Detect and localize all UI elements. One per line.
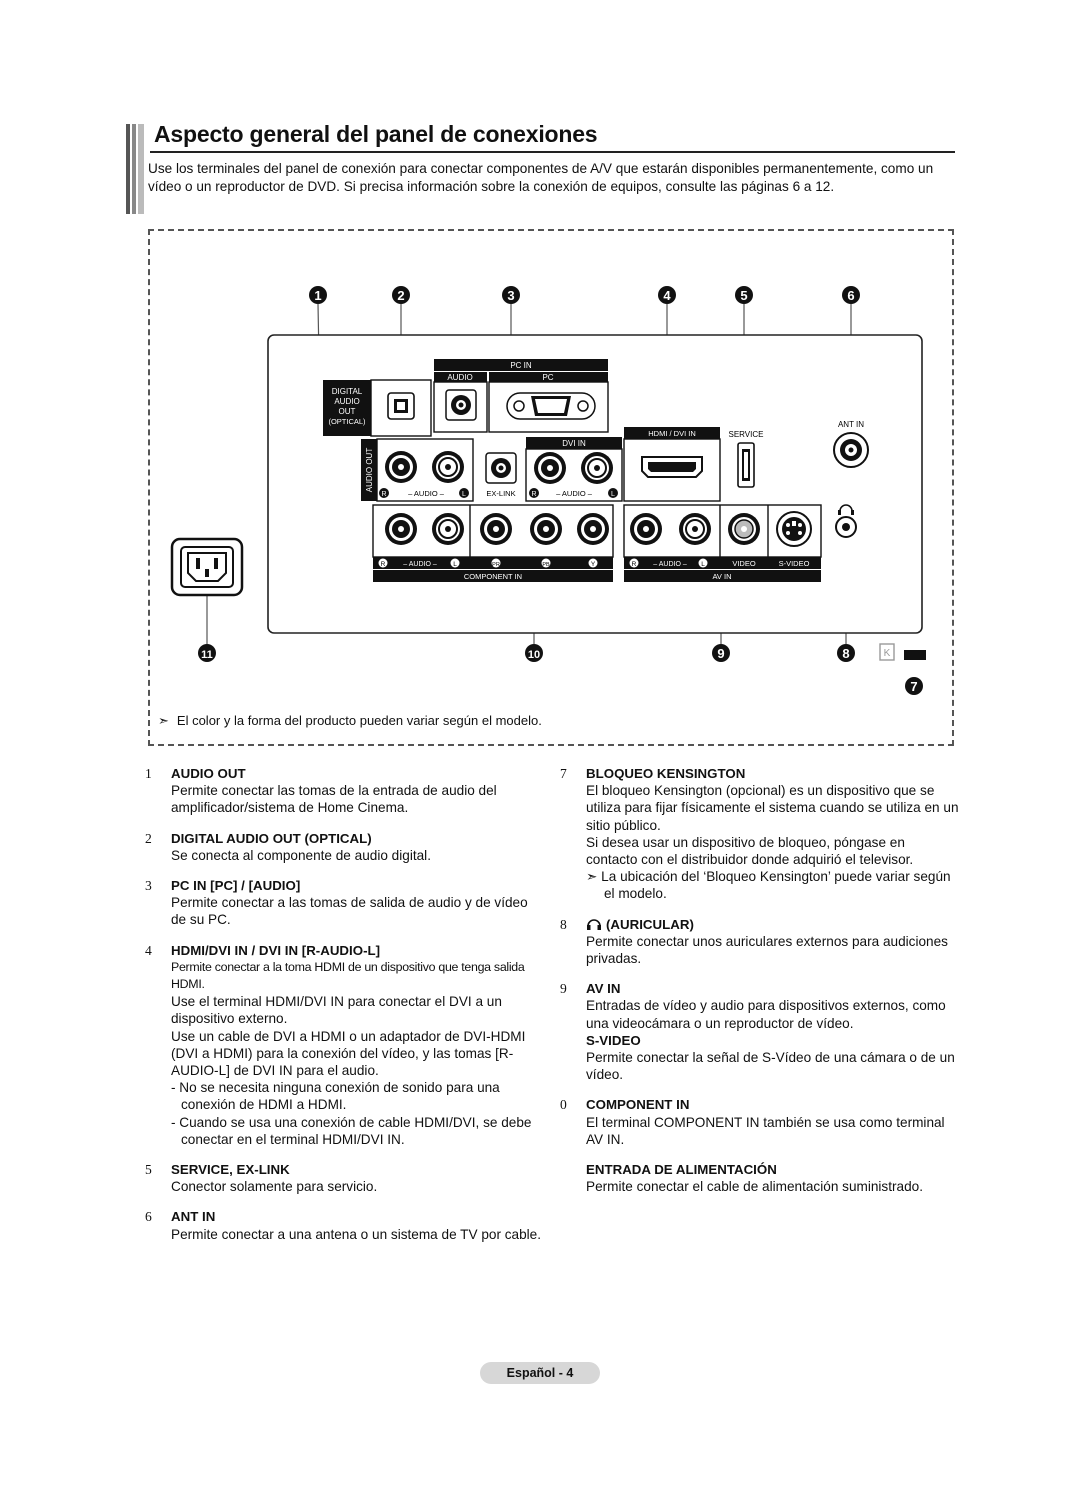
- svg-text:R: R: [381, 491, 387, 498]
- vga-port: [507, 393, 595, 419]
- svg-text:HDMI / DVI IN: HDMI / DVI IN: [648, 429, 696, 438]
- item-ant-in: [145, 1208, 545, 1242]
- svg-text:10: 10: [527, 649, 541, 661]
- svg-text:– AUDIO –: – AUDIO –: [403, 561, 437, 568]
- item-dash-note-2: - Cuando se usa una conexión de cable HDMI/DVI, se debe conectar en el terminal HDMI/DVI IN.: [171, 1114, 532, 1147]
- svg-text:OUT: OUT: [338, 407, 356, 416]
- ex-link-port: [486, 453, 516, 483]
- svg-text:– AUDIO –: – AUDIO –: [653, 561, 687, 568]
- svg-text:7: 7: [910, 679, 918, 694]
- svg-text:AUDIO: AUDIO: [447, 373, 473, 382]
- item-text: Permite conectar a una antena o un sistema de TV por cable.: [171, 1226, 542, 1242]
- svg-text:4: 4: [663, 288, 671, 303]
- pc-audio-jack: [446, 390, 476, 420]
- item-service-ex-link: [145, 1161, 545, 1195]
- item-number: 8: [560, 916, 567, 932]
- item-heading: AUDIO OUT: [171, 766, 246, 781]
- svg-text:PC IN: PC IN: [510, 361, 532, 370]
- item-pc-in: [145, 877, 545, 929]
- item-text: Permite conectar unos auriculares externos para audiciones privadas.: [586, 933, 948, 967]
- item-auricular: [560, 916, 960, 968]
- svg-text:L: L: [701, 561, 705, 568]
- item-heading: BLOQUEO KENSINGTON: [586, 766, 746, 781]
- intro-paragraph: Use los terminales del panel de conexión para conectar componentes de A/V que estarán disponibles permanentemente, como un vídeo o un reproductor de DVD. Si precisa información sobre la conexión de equipos, consulte las páginas 6 a 12.: [148, 161, 934, 194]
- av-audio-r-jack: [630, 513, 662, 545]
- title-decoration: [126, 124, 144, 214]
- note-text: El color y la forma del producto pueden variar según el modelo.: [176, 713, 542, 728]
- headphone-icon: [586, 917, 602, 931]
- item-heading: AV IN: [586, 981, 621, 997]
- svg-text:VIDEO: VIDEO: [732, 559, 756, 568]
- item-text: Permite conectar el cable de alimentación suministrado.: [586, 1179, 923, 1195]
- item-heading: PC IN [PC] / [AUDIO]: [171, 878, 301, 894]
- svg-text:DVI IN: DVI IN: [562, 439, 586, 448]
- svg-text:DIGITAL: DIGITAL: [331, 387, 363, 396]
- item-hdmi-dvi-in: [145, 942, 545, 1148]
- svg-text:5: 5: [740, 288, 748, 303]
- callout-1: [309, 286, 327, 304]
- svg-text:S-VIDEO: S-VIDEO: [778, 559, 810, 568]
- callout-11: [198, 644, 216, 662]
- component-audio-l-jack: [432, 513, 464, 545]
- item-dash-note-1: - No se necesita ninguna conexión de sonido para una conexión de HDMI a HDMI.: [171, 1080, 500, 1113]
- svg-text:– AUDIO –: – AUDIO –: [556, 489, 592, 498]
- note-arrow-icon: ➣: [158, 713, 169, 728]
- audio-out-r-jack: [385, 451, 417, 483]
- svg-text:K: K: [883, 648, 891, 659]
- item-number: 5: [145, 1162, 152, 1178]
- svg-text:3: 3: [507, 288, 515, 303]
- item-text: Use el terminal HDMI/DVI IN para conectar el DVI a un dispositivo externo.: [171, 994, 502, 1027]
- item-number: 1: [145, 766, 152, 781]
- item-component-in: [560, 1096, 960, 1148]
- item-number: 2: [145, 830, 152, 846]
- av-audio-l-jack: [679, 513, 711, 545]
- right-column: [560, 765, 960, 1208]
- callout-6: [842, 286, 860, 304]
- dvi-audio-r-jack: [534, 452, 566, 484]
- item-heading: COMPONENT IN: [586, 1097, 690, 1113]
- svg-text:L: L: [462, 491, 466, 498]
- hdmi-port: [642, 457, 702, 477]
- svg-text:AV IN: AV IN: [712, 572, 732, 581]
- svg-text:6: 6: [847, 288, 855, 303]
- svg-text:R: R: [631, 561, 637, 568]
- svg-text:L: L: [453, 561, 457, 568]
- item-digital-audio-out: [145, 830, 545, 864]
- svg-text:AUDIO: AUDIO: [334, 397, 360, 406]
- s-video-port: [777, 512, 811, 546]
- item-text: Se conecta al componente de audio digital.: [171, 847, 431, 863]
- svg-text:L: L: [611, 491, 615, 498]
- callout-4: [658, 286, 676, 304]
- item-number: 4: [145, 942, 152, 958]
- item-text: El terminal COMPONENT IN también se usa como terminal AV IN.: [586, 1114, 945, 1147]
- component-pb-jack: [530, 513, 562, 545]
- item-text: Permite conectar las tomas de la entrada de audio del amplificador/sistema de Home Cinema.: [171, 783, 497, 816]
- item-note: [586, 868, 960, 902]
- svg-text:EX-LINK: EX-LINK: [486, 489, 516, 498]
- headphone-jack: [836, 517, 856, 537]
- item-number: 3: [145, 878, 152, 894]
- connection-panel-diagram: [148, 229, 954, 746]
- svg-text:11: 11: [201, 649, 213, 661]
- kensington-slot: [904, 650, 926, 660]
- item-small-text: Permite conectar a la toma HDMI de un dispositivo que tenga salida HDMI.: [171, 959, 525, 992]
- item-text: Permite conectar a las tomas de salida de audio y de vídeo de su PC.: [171, 895, 528, 928]
- item-note-text: La ubicación del ‘Bloqueo Kensington’ puede variar según el modelo.: [601, 869, 951, 902]
- item-text: Entradas de vídeo y audio para dispositivos externos, como una videocámara o un reproductor de vídeo.: [586, 998, 946, 1031]
- svg-text:Y: Y: [590, 561, 596, 568]
- audio-out-l-jack: [432, 451, 464, 483]
- item-heading: ENTRADA DE ALIMENTACIÓN: [586, 1162, 777, 1178]
- callout-5: [735, 286, 753, 304]
- item-heading: SERVICE, EX-LINK: [171, 1162, 290, 1178]
- page-title: Aspecto general del panel de conexiones: [154, 121, 598, 147]
- service-port: [738, 443, 754, 487]
- item-subheading: S-VIDEO: [586, 1032, 641, 1048]
- item-number: 7: [560, 766, 567, 781]
- component-pr-jack: [480, 513, 512, 545]
- item-heading: DIGITAL AUDIO OUT (OPTICAL): [171, 830, 372, 846]
- callout-3: [502, 286, 520, 304]
- item-number: 9: [560, 981, 567, 997]
- title-rule: [150, 151, 955, 153]
- power-inlet: [172, 539, 242, 595]
- item-power-input: [560, 1161, 960, 1195]
- item-heading-row: [586, 916, 960, 933]
- item-audio-out: [145, 765, 545, 817]
- svg-text:SERVICE: SERVICE: [728, 430, 764, 439]
- svg-text:1: 1: [314, 288, 322, 303]
- av-video-jack: [728, 513, 760, 545]
- model-note: [158, 713, 542, 729]
- optical-port: [388, 393, 414, 419]
- component-audio-r-jack: [385, 513, 417, 545]
- svg-text:R: R: [531, 491, 537, 498]
- item-heading: (AURICULAR): [606, 916, 694, 932]
- item-text-2: Si desea usar un dispositivo de bloqueo, póngase en contacto con el distribuidor donde adquirió el televisor.: [586, 834, 914, 868]
- callout-10: [525, 644, 543, 662]
- callout-7: [905, 677, 923, 695]
- item-av-in: [560, 980, 960, 1083]
- svg-text:– AUDIO –: – AUDIO –: [408, 489, 444, 498]
- note-arrow-icon: ➣: [586, 869, 602, 885]
- item-text: Conector solamente para servicio.: [171, 1179, 378, 1195]
- svg-text:R: R: [380, 561, 386, 568]
- kensington-lock-icon: [880, 644, 894, 660]
- item-number: 0: [560, 1097, 567, 1113]
- item-text: El bloqueo Kensington (opcional) es un dispositivo que se utiliza para fijar físicamente el sistema cuando se utiliza en un sitio público.: [586, 783, 959, 833]
- svg-text:ANT IN: ANT IN: [837, 420, 865, 429]
- svg-text:9: 9: [717, 646, 725, 661]
- item-subtext: Permite conectar la señal de S-Vídeo de una cámara o de un vídeo.: [586, 1050, 955, 1083]
- item-text-2: Use un cable de DVI a HDMI o un adaptador de DVI-HDMI (DVI a HDMI) para la conexión del vídeo, y las tomas [R-AUDIO-L] de DVI IN para el audio.: [171, 1028, 526, 1079]
- item-heading: HDMI/DVI IN / DVI IN [R-AUDIO-L]: [171, 942, 381, 958]
- callout-8: [837, 644, 855, 662]
- svg-text:PC: PC: [542, 373, 554, 382]
- item-heading: ANT IN: [171, 1209, 216, 1225]
- item-number: 6: [145, 1209, 152, 1225]
- component-y-jack: [577, 513, 609, 545]
- svg-text:PB: PB: [542, 562, 550, 568]
- page-footer: Español - 4: [480, 1362, 600, 1384]
- svg-text:8: 8: [842, 646, 850, 661]
- dvi-audio-l-jack: [581, 452, 613, 484]
- svg-text:AUDIO OUT: AUDIO OUT: [365, 447, 374, 493]
- left-column: [145, 765, 545, 1256]
- svg-text:PR: PR: [492, 562, 500, 568]
- svg-text:2: 2: [397, 288, 405, 303]
- svg-text:(OPTICAL): (OPTICAL): [328, 417, 366, 426]
- svg-text:COMPONENT IN: COMPONENT IN: [463, 572, 523, 581]
- item-kensington: [560, 765, 960, 903]
- antenna-port: [834, 433, 868, 467]
- callout-2: [392, 286, 410, 304]
- callout-9: [712, 644, 730, 662]
